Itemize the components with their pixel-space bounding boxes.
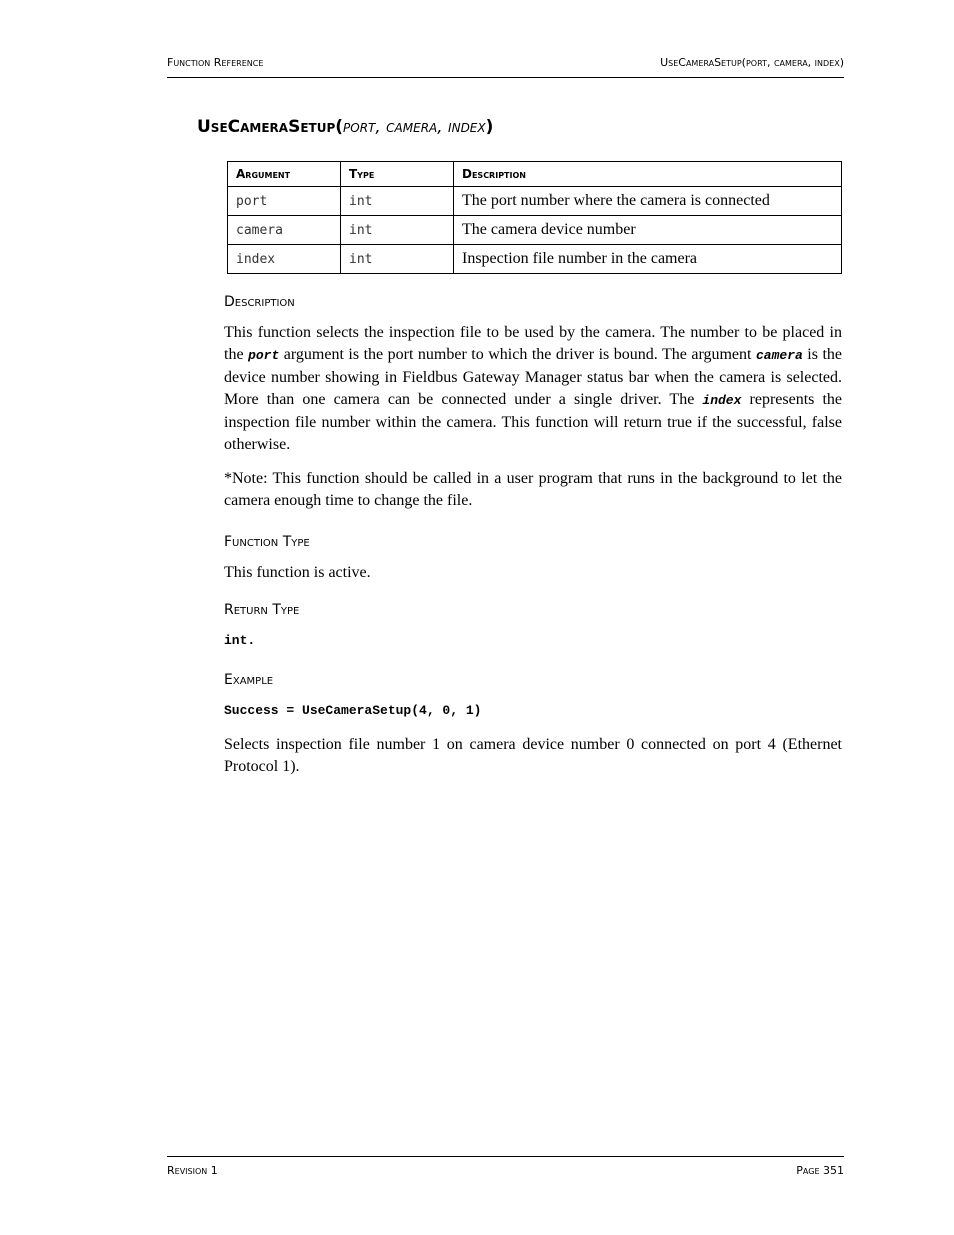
cell-type: int [341, 216, 454, 245]
description-text: represents the inspection file number within the camera. This function will return true if the successful, false otherwise. [224, 391, 843, 453]
return-type-code: int. [224, 633, 256, 648]
description-text: argument is the port number to which the driver is bound. The argument [279, 346, 756, 363]
function-type-heading: Function Type [224, 534, 310, 550]
cell-argument: index [228, 245, 341, 274]
inline-code-camera: camera [755, 348, 803, 363]
return-type-heading: Return Type [224, 602, 300, 618]
table-row [228, 187, 842, 216]
table-header-row [228, 162, 842, 187]
inline-code-index: index [702, 393, 742, 408]
cell-description: The camera device number [454, 216, 842, 245]
column-header-description: Description [454, 162, 842, 187]
table-row [228, 216, 842, 245]
arguments-table [227, 161, 842, 274]
footer-revision: Revision 1 [167, 1164, 218, 1177]
function-title [197, 117, 493, 137]
description-heading: Description [224, 294, 295, 310]
page-body [224, 292, 842, 790]
example-text: Selects inspection file number 1 on camera device number 0 connected on port 4 (Ethernet Protocol 1). [224, 736, 842, 775]
function-title-name: UseCameraSetup( [197, 117, 344, 137]
cell-description: Inspection file number in the camera [454, 245, 842, 274]
page-header [167, 56, 844, 78]
function-type-text: This function is active. [224, 564, 371, 581]
column-header-type: Type [341, 162, 454, 187]
table-row [228, 245, 842, 274]
function-title-close: ) [485, 117, 494, 137]
cell-description: The port number where the camera is connected [454, 187, 842, 216]
cell-argument: camera [228, 216, 341, 245]
header-section-title: Function Reference [167, 56, 264, 69]
function-title-params: port, camera, index [343, 117, 486, 137]
cell-type: int [341, 187, 454, 216]
inline-code-port: port [248, 348, 280, 363]
description-text: This function selects the inspection file to be used by the camera. The number to be placed in the [224, 324, 842, 363]
column-header-argument: Argument [228, 162, 341, 187]
note-paragraph: *Note: This function should be called in a user program that runs in the background to let the camera enough time to change the file. [224, 470, 842, 509]
cell-type: int [341, 245, 454, 274]
page-footer [167, 1156, 844, 1177]
description-paragraph [224, 322, 842, 456]
header-function-name: UseCameraSetup(port, camera, index) [660, 56, 844, 69]
description-text: is the device number showing in Fieldbus Gateway Manager status bar when the camera is selected. More than one camera can be connected under a single driver. The [224, 346, 843, 408]
example-code: Success = UseCameraSetup(4, 0, 1) [224, 703, 482, 718]
footer-page-number: Page 351 [796, 1164, 844, 1177]
cell-argument: port [228, 187, 341, 216]
example-heading: Example [224, 672, 274, 688]
